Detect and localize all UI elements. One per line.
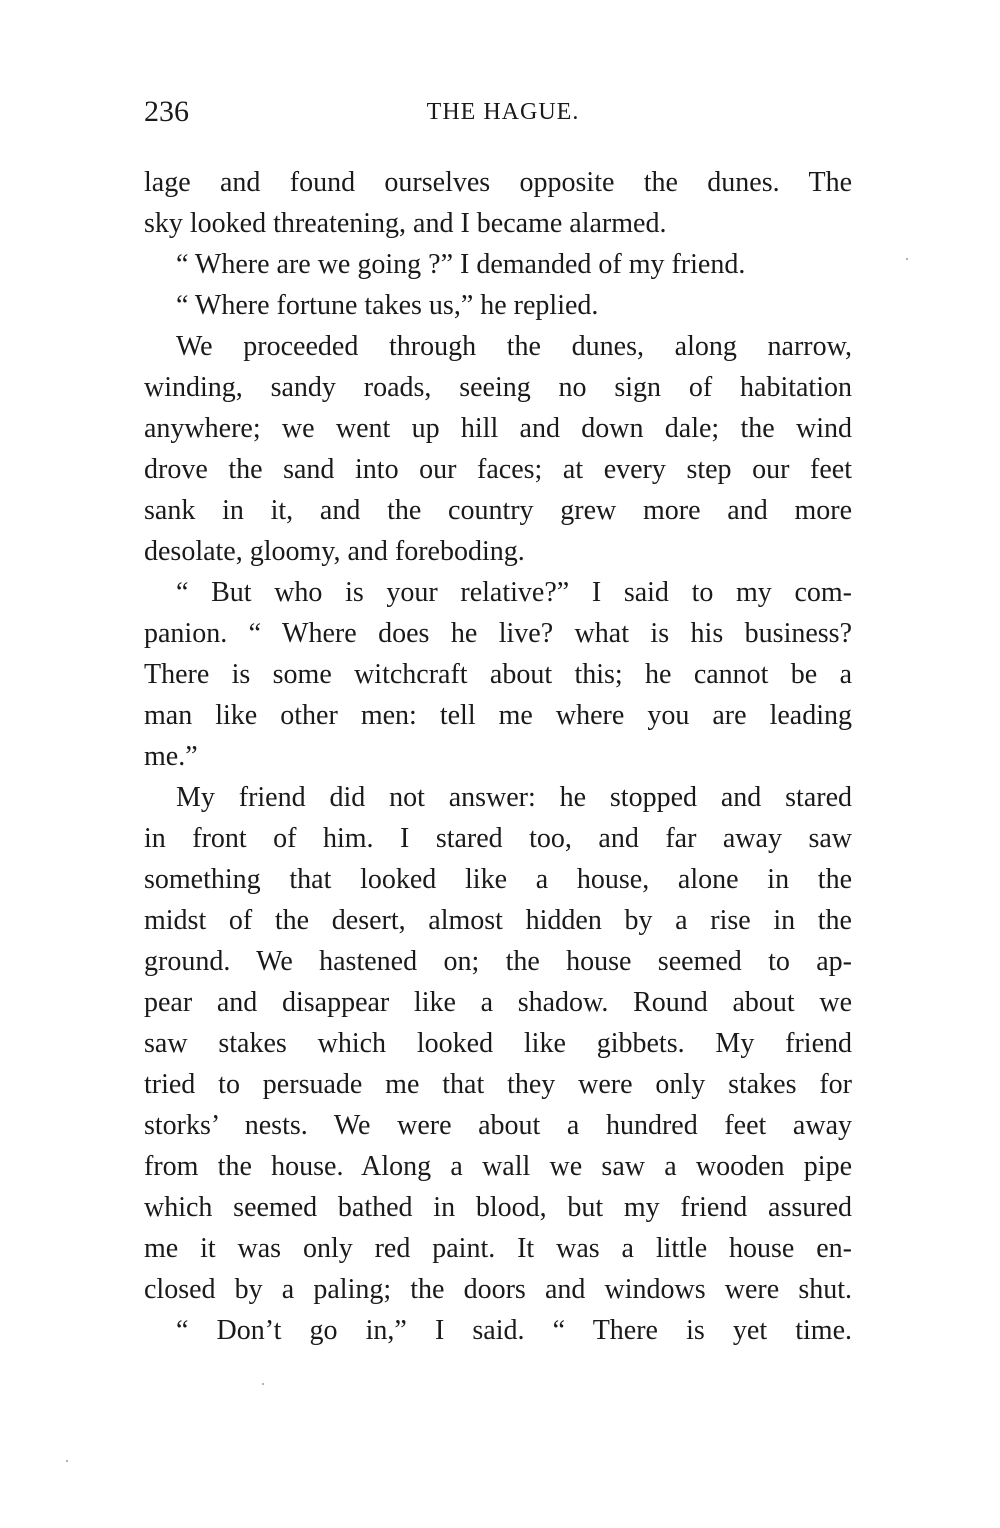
text-line: We proceeded through the dunes, along narrow, xyxy=(176,331,852,362)
text-line: closed by a paling; the doors and windows were shut. xyxy=(144,1274,852,1305)
text-line: ground. We hastened on; the house seemed to ap- xyxy=(144,946,852,977)
text-line: panion. “ Where does he live? what is his business? xyxy=(144,618,852,649)
body-text xyxy=(144,162,852,1351)
text-line: My friend did not answer: he stopped and stared xyxy=(176,782,852,813)
paper-speck xyxy=(906,258,908,260)
text-line: me it was only red paint. It was a little house en- xyxy=(144,1233,852,1264)
text-line: “ Don’t go in,” I said. “ There is yet time. xyxy=(176,1315,852,1346)
text-line: from the house. Along a wall we saw a wooden pipe xyxy=(144,1151,852,1182)
text-line: sank in it, and the country grew more and more xyxy=(144,495,852,526)
text-line: something that looked like a house, alone in the xyxy=(144,864,852,895)
text-line: tried to persuade me that they were only stakes for xyxy=(144,1069,852,1100)
page-number: 236 xyxy=(144,95,189,128)
text-line: desolate, gloomy, and foreboding. xyxy=(144,536,525,567)
text-line: anywhere; we went up hill and down dale; the wind xyxy=(144,413,852,444)
running-title: THE HAGUE. xyxy=(426,99,580,125)
text-line: “ Where are we going ?” I demanded of my friend. xyxy=(176,249,746,280)
text-line: which seemed bathed in blood, but my friend assured xyxy=(144,1192,852,1223)
text-line: saw stakes which looked like gibbets. My friend xyxy=(144,1028,852,1059)
text-line: There is some witchcraft about this; he cannot be a xyxy=(144,659,852,690)
paper-speck xyxy=(66,1460,68,1462)
text-line: pear and disappear like a shadow. Round about we xyxy=(144,987,852,1018)
running-head xyxy=(144,92,854,132)
text-line: me.” xyxy=(144,741,198,772)
text-line: “ Where fortune takes us,” he replied. xyxy=(176,290,599,321)
paper-speck xyxy=(262,1383,264,1385)
text-line: storks’ nests. We were about a hundred feet away xyxy=(144,1110,852,1141)
text-line: lage and found ourselves opposite the dunes. The xyxy=(144,167,852,198)
text-line: winding, sandy roads, seeing no sign of habitation xyxy=(144,372,852,403)
text-line: midst of the desert, almost hidden by a rise in the xyxy=(144,905,852,936)
text-line: man like other men: tell me where you are leading xyxy=(144,700,852,731)
text-line: “ But who is your relative?” I said to my com- xyxy=(176,577,852,608)
text-line: in front of him. I stared too, and far away saw xyxy=(144,823,852,854)
text-line: sky looked threatening, and I became alarmed. xyxy=(144,208,667,239)
text-line: drove the sand into our faces; at every step our feet xyxy=(144,454,852,485)
